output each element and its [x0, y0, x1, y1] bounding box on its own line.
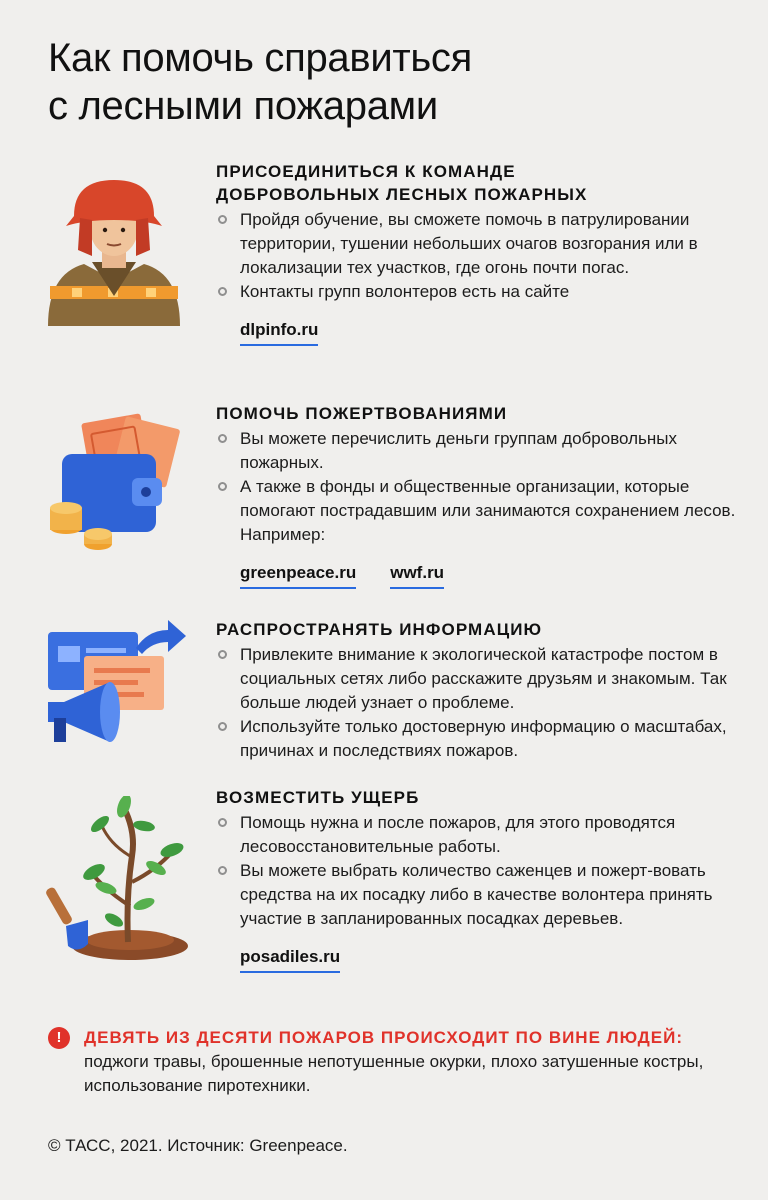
megaphone-icon — [44, 618, 194, 748]
bullet-dot — [218, 287, 227, 296]
section-donate-body — [216, 402, 736, 589]
list-item: Помощь нужна и после пожаров, для этого проводятся лесовосстановительные работы. — [216, 811, 736, 859]
section-heading: ПОМОЧЬ ПОЖЕРТВОВАНИЯМИ — [216, 404, 508, 423]
section-heading: ПРИСОЕДИНИТЬСЯ К КОМАНДЕ ДОБРОВОЛЬНЫХ ЛЕСНЫХ ПОЖАРНЫХ — [216, 162, 588, 204]
wallet-icon — [44, 408, 184, 558]
warning-text: поджоги травы, брошенные непотушенные окурки, плохо затушенные костры, использование пиротехники. — [84, 1052, 704, 1095]
list-item: Привлеките внимание к экологической катастрофе постом в социальных сетях либо расскажите друзьям и знакомым. Так больше людей узнает о проблеме. — [216, 643, 736, 715]
page-title-line1: Как помочь справиться — [48, 36, 472, 80]
bullet-list — [216, 643, 736, 763]
link-wwf[interactable]: wwf.ru — [390, 563, 444, 589]
bullet-dot — [218, 650, 227, 659]
bullet-dot — [218, 866, 227, 875]
page-title-line2: с лесными пожарами — [48, 84, 438, 128]
list-item: Вы можете выбрать количество саженцев и пожерт-вовать средства на их посадку либо в качестве волонтера принять участие в запланированных посадках деревьев. — [216, 859, 736, 931]
bullet-list — [216, 811, 736, 931]
bullet-dot — [218, 818, 227, 827]
section-volunteer-body — [216, 160, 736, 346]
warning-block — [48, 1026, 728, 1098]
links-row — [216, 947, 736, 973]
section-heading: ВОЗМЕСТИТЬ УЩЕРБ — [216, 788, 420, 807]
link-greenpeace[interactable]: greenpeace.ru — [240, 563, 356, 589]
warning-heading: ДЕВЯТЬ ИЗ ДЕСЯТИ ПОЖАРОВ ПРОИСХОДИТ ПО ВИНЕ ЛЮДЕЙ: — [84, 1028, 684, 1047]
bullet-list — [216, 427, 736, 547]
list-item: Пройдя обучение, вы сможете помочь в патрулировании территории, тушении небольших очагов возгорания или в локализации тех участков, где огонь почти погас. — [216, 208, 736, 280]
list-item: Используйте только достоверную информацию о масштабах, причинах и последствиях пожаров. — [216, 715, 736, 763]
list-item: Контакты групп волонтеров есть на сайте — [216, 280, 736, 304]
bullet-list — [216, 208, 736, 304]
firefighter-icon — [44, 176, 184, 336]
section-inform-body — [216, 618, 736, 763]
links-row — [216, 320, 736, 346]
bullet-dot — [218, 482, 227, 491]
bullet-dot — [218, 434, 227, 443]
link-posadiles[interactable]: posadiles.ru — [240, 947, 340, 973]
section-heading: РАСПРОСТРАНЯТЬ ИНФОРМАЦИЮ — [216, 620, 543, 639]
page-title — [48, 34, 472, 130]
links-row — [216, 563, 736, 589]
list-item: Вы можете перечислить деньги группам добровольных пожарных. — [216, 427, 736, 475]
section-restore-body — [216, 786, 736, 973]
bullet-dot — [218, 215, 227, 224]
source-footer: © ТАСС, 2021. Источник: Greenpeace. — [48, 1136, 348, 1155]
bullet-dot — [218, 722, 227, 731]
sapling-icon — [44, 796, 204, 962]
link-dlpinfo[interactable]: dlpinfo.ru — [240, 320, 318, 346]
list-item: А также в фонды и общественные организации, которые помогают пострадавшим или занимаются сохранением лесов. Например: — [216, 475, 736, 547]
exclamation-icon: ! — [48, 1027, 70, 1049]
